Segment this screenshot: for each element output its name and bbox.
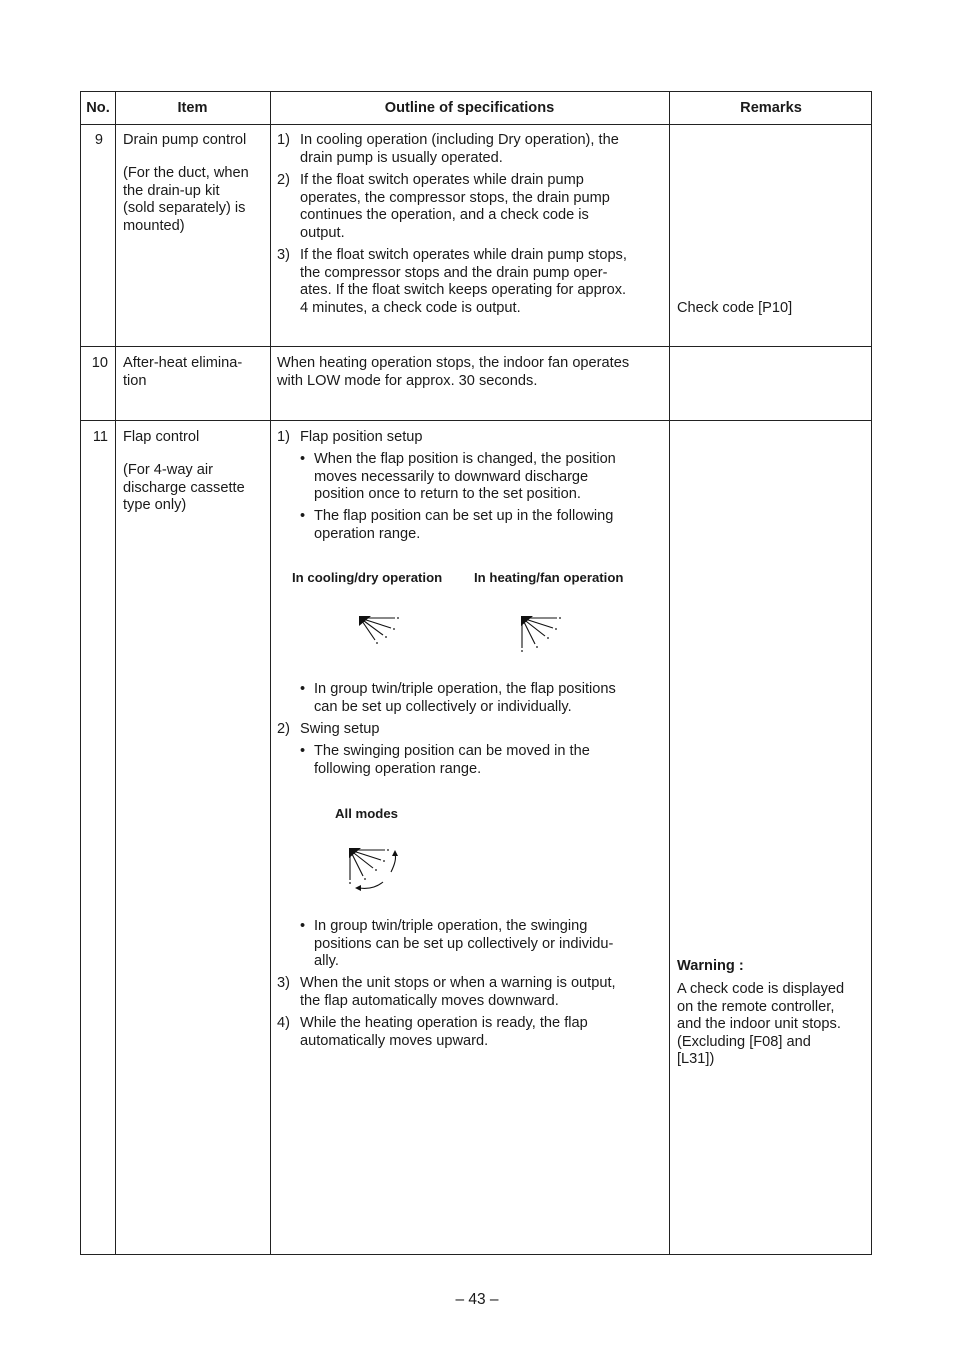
bullet: • — [300, 743, 306, 759]
spec-line: ates. If the float switch keeps operating for approx. — [300, 282, 627, 299]
spec-line: operates, the compressor stops, the drain pump — [300, 189, 610, 206]
bullet: • — [300, 918, 306, 934]
remarks-check-code: Check code [P10] — [677, 300, 793, 316]
item-note: type only) — [123, 497, 187, 514]
spec-line: The flap position can be set up in the following — [314, 508, 614, 524]
bullet: • — [300, 451, 306, 467]
flap-heating-range-icon — [517, 612, 567, 656]
spec-line: moves necessarily to downward discharge — [314, 468, 589, 485]
bullet: • — [300, 681, 306, 697]
row-number: 11 — [92, 429, 108, 445]
spec-line: If the float switch operates while drain pump stops, — [300, 247, 627, 263]
item-title: Drain pump control — [123, 132, 247, 148]
header-remarks: Remarks — [740, 100, 802, 116]
list-number: 1) — [277, 132, 290, 148]
warning-line: on the remote controller, — [677, 998, 835, 1015]
item-note: discharge cassette — [123, 479, 245, 496]
spec-line: with LOW mode for approx. 30 seconds. — [277, 372, 538, 389]
list-number: 3) — [277, 975, 290, 991]
warning-line: [L31]) — [677, 1051, 715, 1068]
spec-line: continues the operation, and a check code is — [300, 207, 589, 224]
spec-line: can be set up collectively or individually. — [314, 698, 572, 715]
spec-line: 4 minutes, a check code is output. — [300, 299, 521, 316]
spec-line: positions can be set up collectively or individu- — [314, 935, 614, 952]
item-note: mounted) — [123, 217, 185, 234]
section-heading: Flap position setup — [300, 429, 423, 445]
page-number: – 43 – — [455, 1291, 499, 1308]
item-note: (sold separately) is — [123, 200, 246, 217]
row-divider — [81, 346, 871, 347]
spec-line: In group twin/triple operation, the flap positions — [314, 681, 616, 697]
spec-table — [80, 91, 872, 1255]
spec-line: following operation range. — [314, 760, 482, 777]
spec-line: output. — [300, 224, 345, 241]
bullet: • — [300, 508, 306, 524]
column-divider — [669, 92, 670, 1254]
item-title: After-heat elimina- — [123, 355, 243, 371]
row-number: 10 — [91, 355, 108, 371]
row-number: 9 — [94, 132, 103, 148]
item-note: the drain-up kit — [123, 182, 220, 199]
column-divider — [270, 92, 271, 1254]
spec-line: If the float switch operates while drain pump — [300, 172, 584, 188]
header-item: Item — [177, 100, 208, 116]
list-number: 2) — [277, 172, 290, 188]
spec-line: When heating operation stops, the indoor fan operates — [277, 355, 630, 371]
row-divider — [81, 124, 871, 125]
spec-line: drain pump is usually operated. — [300, 149, 503, 166]
spec-line: In group twin/triple operation, the swinging — [314, 918, 588, 934]
section-heading: Swing setup — [300, 721, 380, 737]
spec-line: ally. — [314, 953, 339, 970]
spec-line: When the flap position is changed, the position — [314, 451, 616, 467]
item-title: tion — [123, 372, 147, 389]
item-title: Flap control — [123, 429, 200, 445]
spec-line: the compressor stops and the drain pump oper- — [300, 264, 608, 281]
row-divider — [81, 420, 871, 421]
caption-all-modes: All modes — [335, 806, 399, 821]
list-number: 3) — [277, 247, 290, 263]
header-outline: Outline of specifications — [384, 100, 555, 116]
spec-line: In cooling operation (including Dry operation), the — [300, 132, 619, 148]
list-number: 2) — [277, 721, 290, 737]
spec-line: The swinging position can be moved in the — [314, 743, 590, 759]
warning-line: and the indoor unit stops. — [677, 1016, 841, 1033]
column-divider — [115, 92, 116, 1254]
spec-line: When the unit stops or when a warning is output, — [300, 975, 616, 991]
spec-line: automatically moves upward. — [300, 1032, 489, 1049]
header-no: No. — [86, 100, 110, 116]
item-note: (For 4-way air — [123, 462, 214, 478]
spec-line: position once to return to the set position. — [314, 486, 581, 503]
spec-line: the flap automatically moves downward. — [300, 992, 559, 1009]
flap-swing-range-icon — [345, 844, 405, 896]
item-note: (For the duct, when — [123, 165, 249, 181]
warning-title: Warning : — [677, 958, 744, 974]
spec-line: operation range. — [314, 525, 421, 542]
warning-line: A check code is displayed — [677, 981, 845, 997]
caption-heating: In heating/fan operation — [474, 570, 624, 585]
spec-line: While the heating operation is ready, the flap — [300, 1015, 588, 1031]
flap-cooling-range-icon — [355, 612, 405, 648]
list-number: 4) — [277, 1015, 290, 1031]
caption-cooling: In cooling/dry operation — [292, 570, 443, 585]
list-number: 1) — [277, 429, 290, 445]
warning-line: (Excluding [F08] and — [677, 1033, 811, 1050]
